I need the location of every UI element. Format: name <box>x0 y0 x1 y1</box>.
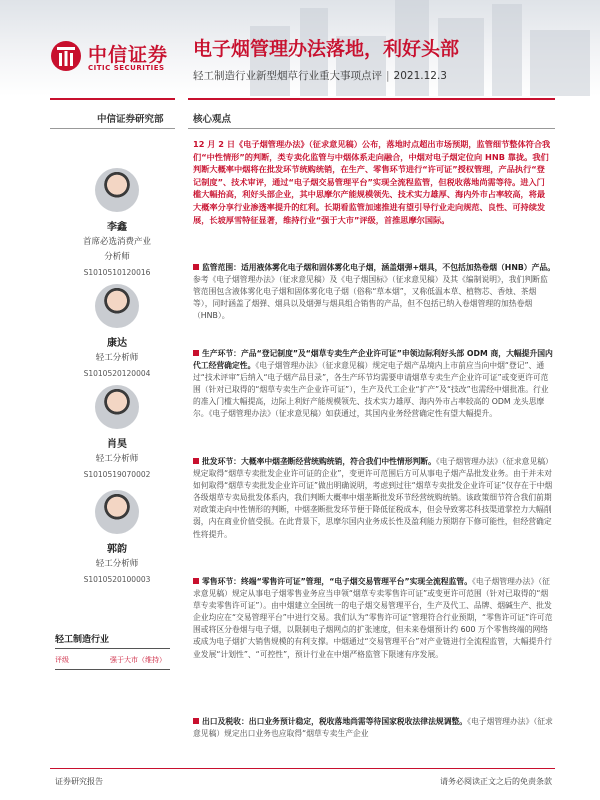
footer-disclaimer: 请务必阅读正文之后的免责条款 <box>440 777 552 786</box>
report-title: 电子烟管理办法落地，利好头部 <box>193 38 460 60</box>
bullet-paragraph <box>193 716 555 740</box>
report-header <box>0 0 600 96</box>
analyst-photo <box>95 284 139 328</box>
analyst-name: 李鑫 <box>107 222 127 233</box>
bullet-body: 参考《电子烟管理办法》（征求意见稿）及《电子烟国标》（征求意见稿）及其《编制说明》，我们判断监管范围包含液体雾化电子烟和固体雾化电子烟（俗称“草本烟”，又称低温本草、植物芯、香烛、茶烟等），同时涵盖了烟弹、烟具以及烟弹与烟具组合销售的产品，但不包括已纳入卷烟管理的加热卷烟（HNB）。 <box>193 275 548 321</box>
bullet-lead: 生产环节：产品“登记制度”及“烟草专卖生产企业许可证”申领边际利好头部 ODM 商，大幅提升国内代工经营确定性。 <box>193 349 553 371</box>
bullet-paragraph <box>193 576 555 661</box>
analyst-cert-id: S1010520120004 <box>83 369 151 378</box>
bullet-paragraph <box>193 348 555 421</box>
header-rule-right <box>188 98 555 100</box>
main-divider <box>188 128 555 129</box>
bullet-lead: 出口及税收：出口业务预计稳定，税收落地尚需等待国家税收法律法规调整。 <box>202 717 468 726</box>
header-rule-left <box>50 98 175 100</box>
analyst-cert-id: S1010510120016 <box>83 268 151 277</box>
bullet-paragraph <box>193 262 555 322</box>
company-name-en: CITIC SECURITIES <box>88 64 165 72</box>
citic-logo-icon <box>50 40 82 72</box>
bullet-square-icon <box>193 578 199 584</box>
footer-rule <box>50 768 555 769</box>
industry-rating-box <box>55 632 170 670</box>
bullet-square-icon <box>193 718 199 724</box>
analyst-role: 轻工分析师 <box>95 454 139 464</box>
core-summary: 12 月 2 日《电子烟管理办法》（征求意见稿）公布，落地时点超出市场预期，监管细节整体符合我们“中性情形”的判断，类专卖化监管与中烟体系走向融合，中烟对电子烟定位向 HNB 靠拢。我们判断大概率中烟将在批发环节统购统销，在生产、零售环节进行“许可证”授权管理，产品执行“登记制度”、技术审评，通过“电子烟交易管理平台”实现全流程监管，但税收落地尚需等待。进入门槛大幅抬高，利好头部企业，其中思摩尔产能规模领先、技术实力雄厚、海内外市占率较高，将最大概率分享行业渗透率提升的红利。长期看监管加速推进有望引导行业走向规范、良性、可持续发展，长坡厚雪特征显著，维持行业“强于大市”评级，首推思摩尔国际。 <box>193 139 551 225</box>
report-date: 2021.12.3 <box>393 70 447 82</box>
bullet-body: 《电子烟管理办法》（征求意见稿）规定出口业务也应取得“烟草专卖生产企业 <box>193 717 553 739</box>
footer-report-type: 证券研究报告 <box>55 777 103 786</box>
bullet-square-icon <box>193 458 199 464</box>
analyst-cert-id: S1010520100003 <box>83 575 151 584</box>
report-subtitle: 轻工制造行业新型烟草行业重大事项点评 | 2021.12.3 <box>193 70 447 82</box>
analyst-card <box>62 385 172 482</box>
bullet-body: 《电子烟管理办法》（征求意见稿）规定电子烟产品境内上市前应当向中烟“登记”、通过“技术评审”后纳入“电子烟产品目录”，各生产环节均需要申请烟草专卖生产企业许可证”或变更许可范围（针对已取得的“烟草专卖生产企业许可证”），生产及代工企业“扩产”及“技改”也需经中烟批准。行业的准入门槛大幅提高，边际上利好产能规模领先、技术实力雄厚、海内外市占率较高的 ODM 龙头思摩尔。《电子烟管理办法》（征求意见稿）如获通过，其国内业务经营确定性有望大幅提升。 <box>193 361 549 419</box>
analyst-photo <box>95 490 139 534</box>
section-title: 核心观点 <box>193 114 232 125</box>
bullet-square-icon <box>193 350 199 356</box>
company-name-cn: 中信证券 <box>88 44 169 66</box>
analyst-role: 首席必选消费产业 <box>82 237 151 247</box>
industry-title: 轻工制造行业 <box>55 632 170 649</box>
analyst-card <box>62 284 172 381</box>
research-dept-label: 中信证券研究部 <box>97 114 164 125</box>
analyst-photo <box>95 168 139 212</box>
report-category: 轻工制造行业新型烟草行业重大事项点评 <box>193 70 382 82</box>
analyst-name: 康达 <box>107 338 127 349</box>
sidebar-divider <box>50 128 175 129</box>
analyst-cert-id: S1010519070002 <box>83 470 151 479</box>
analyst-role: 分析师 <box>104 252 130 262</box>
bullet-square-icon <box>193 264 199 270</box>
analyst-name: 肖昊 <box>107 439 127 450</box>
bullet-body: 《电子烟管理办法》（征求意见稿）规定从事电子烟零售业务应当申领“烟草专卖零售许可证”或变更许可范围（针对已取得的“烟草专卖零售许可证”）。由中烟建立全国统一的电子烟交易管理平台，生产及代工、品牌、烟碱生产、批发企业均应在“交易管理平台”中进行交易。我们认为“零售许可证”管理符合行业预期，“零售许可证”许可范围或将区分卷烟与电子烟，以限制电子烟网点的扩张速度，但未来卷烟预计约 600 万个零售终端的网络或成为电子烟扩大销售规模的有利支撑。中烟通过“交易管理平台”对产业链进行全流程监管，大幅提升行业发展“计划性”、“可控性”，预计行业在中烟严格监管下限速有序发展。 <box>193 577 553 659</box>
bullet-lead: 批发环节：大概率中烟垄断经营统购统销，符合我们中性情形判断。 <box>202 457 436 466</box>
analyst-card <box>62 490 172 587</box>
analyst-role: 轻工分析师 <box>95 353 139 363</box>
analyst-name: 郭韵 <box>107 544 127 555</box>
bullet-body: 《电子烟管理办法》（征求意见稿）规定取得“烟草专卖批发企业许可证的企业”，变更许可范围后方可从事电子烟产品批发业务。由于并未对如何取得“烟草专卖批发企业许可证”做出明确说明，考虑到过往“烟草专卖批发企业许可证”仅存在于中烟各级烟草专卖局批发体系内，我们判断大概率中烟垄断批发环节经营统购统销。该政策细节符合我们前期对政策走向中性情形的判断，中烟垄断批发环节便于降低征税成本，但会导致雾芯科技渠道掌控力大幅削弱，内在商业价值受损。在此背景下，思摩尔国内业务成长性及盈利能力预期存下修可能性，但经营确定性将提升。 <box>193 457 553 539</box>
rating-value: 强于大市（维持） <box>110 656 166 664</box>
bullet-lead: 零售环节：终端“零售许可证”管理，“电子烟交易管理平台”实现全流程监管。 <box>202 577 472 586</box>
analyst-role: 轻工分析师 <box>95 559 139 569</box>
rating-row <box>55 649 170 670</box>
rating-label: 评级 <box>55 656 69 664</box>
bullet-lead: 监管范围：适用液体雾化电子烟和固体雾化电子烟，涵盖烟弹+烟具，不包括加热卷烟（HNB）产品。 <box>202 263 555 272</box>
analyst-card <box>62 168 172 280</box>
bullet-paragraph <box>193 456 555 541</box>
analyst-photo <box>95 385 139 429</box>
